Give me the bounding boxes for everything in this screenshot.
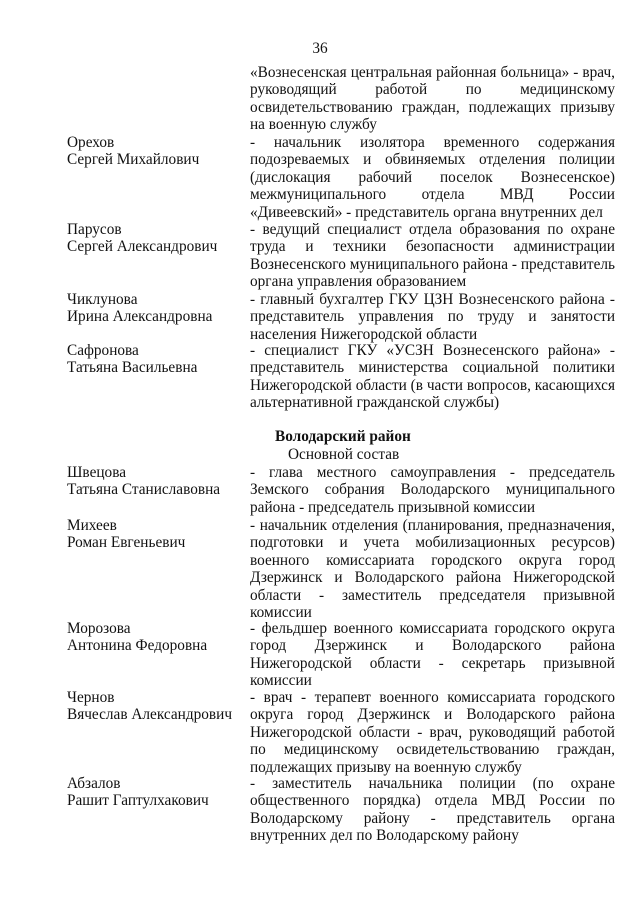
member-role: - врач - терапевт военного комиссариата городского округа город Дзержинск и Володарского района Нижегородской области - врач, руководящий работой по медицинскому освидетельствованию граждан, подлежащих призыву на военную службу: [250, 689, 615, 776]
continuation-text: «Вознесенская центральная районная больница» - врач, руководящий работой по медицинскому освидетельствованию граждан, подлежащих призыву на военную службу: [250, 64, 615, 134]
member-name: [67, 775, 247, 810]
member-name: [67, 221, 247, 256]
section-title: Володарский район: [275, 428, 411, 445]
member-given-names: Рашит Гаптулхакович: [67, 792, 209, 810]
member-role: - заместитель начальника полиции (по охране общественного порядка) отдела МВД России по Володарскому району - представитель органа внутренних дел по Володарскому району: [250, 775, 615, 845]
member-surname: Михеев: [67, 517, 117, 534]
member-given-names: Роман Евгеньевич: [67, 534, 186, 552]
member-surname: Швецова: [67, 464, 126, 481]
member-given-names: Ирина Александровна: [67, 308, 213, 326]
member-given-names: Татьяна Васильевна: [67, 359, 198, 377]
section-subtitle: Основной состав: [288, 446, 400, 463]
page-number: 36: [312, 40, 328, 57]
member-surname: Парусов: [67, 221, 122, 238]
member-role: - специалист ГКУ «УСЗН Вознесенского района» - представитель министерства социальной политики Нижегородской области (в части вопросов, касающихся альтернативной гражданской службы): [250, 342, 615, 412]
member-surname: Чиклунова: [67, 291, 138, 308]
member-role: - фельдшер военного комиссариата городского округа город Дзержинск и Володарского района Нижегородской области - секретарь призывной комиссии: [250, 620, 615, 690]
member-role: - начальник изолятора временного содержания подозреваемых и обвиняемых отделения полиции (дислокация рабочий поселок Вознесенское) межмуниципального отдела МВД России «Дивеевский» - представитель органа внутренних дел: [250, 134, 615, 221]
member-role: - ведущий специалист отдела образования по охране труда и техники безопасности администрации Вознесенского муниципального района - представитель органа управления образованием: [250, 221, 615, 291]
member-surname: Сафронова: [67, 342, 139, 359]
member-role: - начальник отделения (планирования, предназначения, подготовки и учета мобилизационных ресурсов) военного комиссариата городского округа город Дзержинск и Володарского района Нижегородской области - заместитель председателя призывной комиссии: [250, 517, 615, 622]
member-given-names: Сергей Михайлович: [67, 151, 200, 169]
member-role: - главный бухгалтер ГКУ ЦЗН Вознесенского района - представитель управления по труду и занятости населения Нижегородской области: [250, 291, 615, 343]
member-given-names: Татьяна Станиславовна: [67, 481, 221, 499]
member-name: [67, 689, 247, 724]
member-role: - глава местного самоуправления - председатель Земского собрания Володарского муниципального района - председатель призывной комиссии: [250, 464, 615, 516]
member-surname: Чернов: [67, 689, 115, 706]
member-given-names: Антонина Федоровна: [67, 637, 208, 655]
member-surname: Морозова: [67, 620, 131, 637]
member-name: [67, 291, 247, 326]
member-name: [67, 134, 247, 169]
member-surname: Абзалов: [67, 775, 121, 792]
member-surname: Орехов: [67, 134, 115, 151]
member-given-names: Сергей Александрович: [67, 238, 218, 256]
member-name: [67, 342, 247, 377]
member-name: [67, 517, 247, 552]
member-given-names: Вячеслав Александрович: [67, 706, 233, 724]
member-name: [67, 464, 247, 499]
member-name: [67, 620, 247, 655]
